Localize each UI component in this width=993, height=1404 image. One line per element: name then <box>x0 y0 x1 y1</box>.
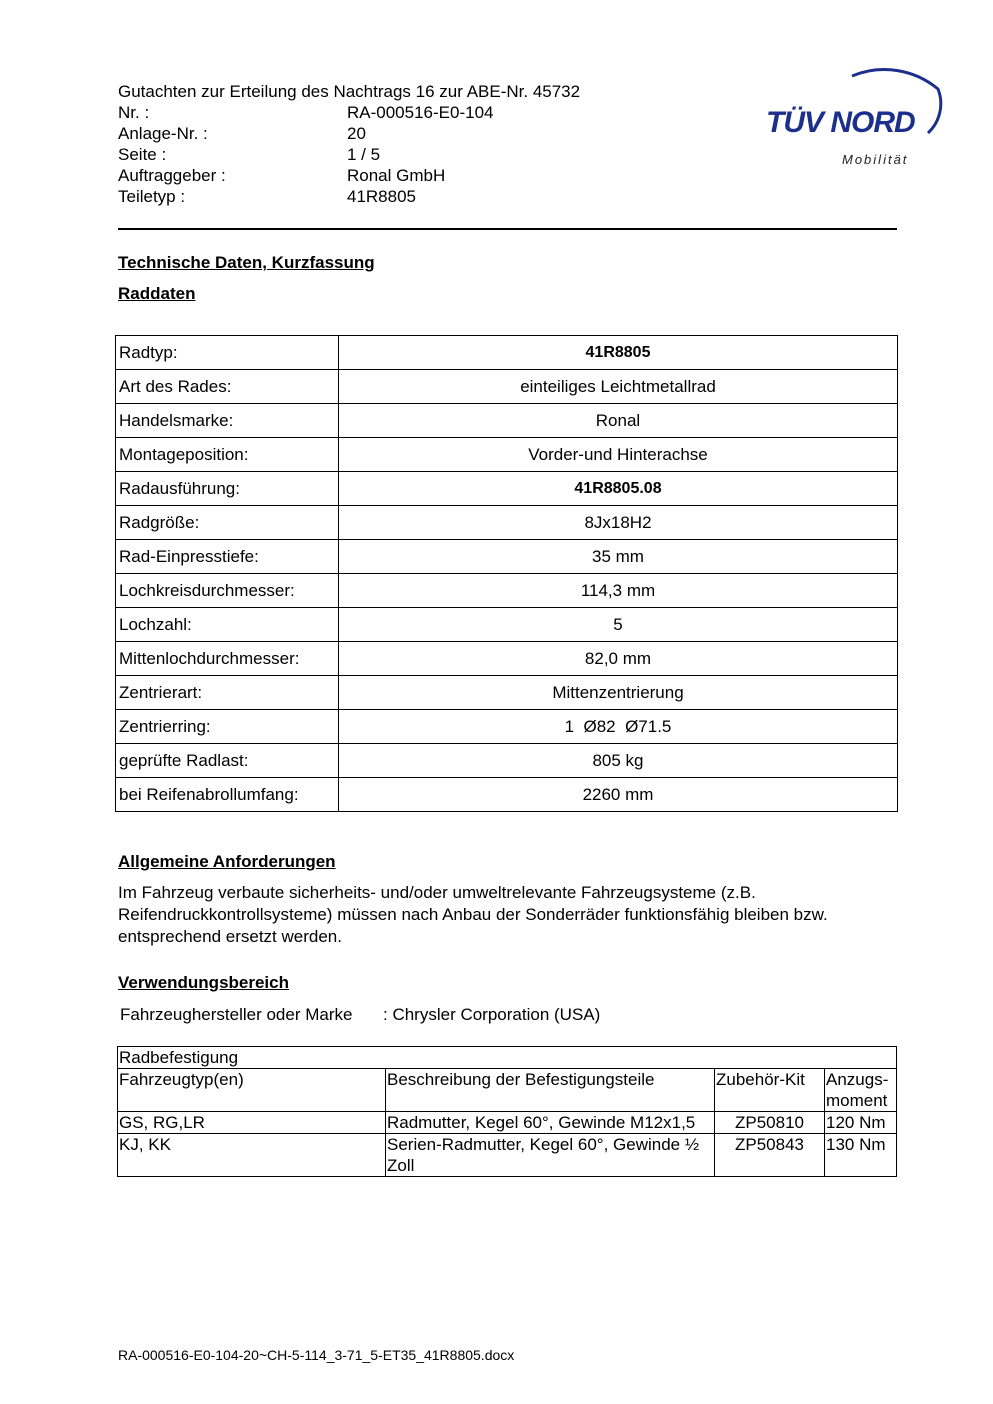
table-row <box>118 1047 897 1069</box>
row-label: bei Reifenabrollumfang: <box>116 778 339 812</box>
cell-beschreibung: Serien-Radmutter, Kegel 60°, Gewinde ½ Zoll <box>386 1134 715 1177</box>
row-label: Radausführung: <box>116 472 339 506</box>
row-label: Radtyp: <box>116 336 339 370</box>
row-value: 41R8805 <box>339 336 898 370</box>
header-row-teiletyp <box>118 186 417 207</box>
row-label: Rad-Einpresstiefe: <box>116 540 339 574</box>
column-header: Anzugs-moment <box>825 1069 897 1112</box>
row-value: 1 Ø82 Ø71.5 <box>339 710 898 744</box>
heading-raddaten: Raddaten <box>118 284 196 303</box>
header-row-nr <box>118 102 494 123</box>
row-label: Lochkreisdurchmesser: <box>116 574 339 608</box>
allgemein-text: Im Fahrzeug verbaute sicherheits- und/oder umweltrelevante Fahrzeugsysteme (z.B. Reifendruckkontrollsysteme) müssen nach Anbau der Sonderräder funktionsfähig bleiben bzw. entsprechend ersetzt werden. <box>118 883 828 946</box>
table-row <box>118 1112 897 1134</box>
header-label: Teiletyp : <box>118 187 186 206</box>
verwendung-value: : Chrysler Corporation (USA) <box>383 1005 601 1024</box>
befestigung-table <box>117 1046 897 1177</box>
header-value: RA-000516-E0-104 <box>347 103 494 122</box>
befestigung-title: Radbefestigung <box>118 1047 897 1069</box>
header-row-seite <box>118 144 381 165</box>
table-row <box>116 710 898 744</box>
table-row <box>118 1134 897 1177</box>
cell-kit: ZP50810 <box>715 1112 825 1134</box>
heading-tech: Technische Daten, Kurzfassung <box>118 253 375 272</box>
header-divider <box>118 228 897 230</box>
heading-verwendung: Verwendungsbereich <box>118 973 289 992</box>
row-value: 2260 mm <box>339 778 898 812</box>
row-value: 114,3 mm <box>339 574 898 608</box>
column-header: Fahrzeugtyp(en) <box>118 1069 386 1112</box>
row-value: Vorder-und Hinterachse <box>339 438 898 472</box>
heading-allgemein: Allgemeine Anforderungen <box>118 852 336 871</box>
cell-fahrzeugtyp: KJ, KK <box>118 1134 386 1177</box>
header-label: Seite : <box>118 145 167 164</box>
column-header: Beschreibung der Befestigungsteile <box>386 1069 715 1112</box>
table-row <box>116 438 898 472</box>
row-label: Handelsmarke: <box>116 404 339 438</box>
table-header-row <box>118 1069 897 1112</box>
logo-brand: TÜV NORD <box>766 106 915 139</box>
row-label: Art des Rades: <box>116 370 339 404</box>
row-value: Mittenzentrierung <box>339 676 898 710</box>
logo-sub: Mobilität <box>842 152 909 167</box>
row-value: 5 <box>339 608 898 642</box>
header-label: Nr. : <box>118 103 150 122</box>
row-label: Radgröße: <box>116 506 339 540</box>
table-row <box>116 778 898 812</box>
header-value: Ronal GmbH <box>347 166 446 185</box>
cell-moment: 120 Nm <box>825 1112 897 1134</box>
table-row <box>116 404 898 438</box>
row-value: 8Jx18H2 <box>339 506 898 540</box>
row-value: 41R8805.08 <box>339 472 898 506</box>
cell-fahrzeugtyp: GS, RG,LR <box>118 1112 386 1134</box>
table-row <box>116 540 898 574</box>
row-label: Montageposition: <box>116 438 339 472</box>
header-value: 20 <box>347 124 366 143</box>
row-value: 35 mm <box>339 540 898 574</box>
header-row-auftraggeber <box>118 165 446 186</box>
row-label: geprüfte Radlast: <box>116 744 339 778</box>
table-row <box>116 744 898 778</box>
cell-beschreibung: Radmutter, Kegel 60°, Gewinde M12x1,5 <box>386 1112 715 1134</box>
cell-kit: ZP50843 <box>715 1134 825 1177</box>
document-title: Gutachten zur Erteilung des Nachtrags 16 zur ABE-Nr. 45732 <box>118 82 581 101</box>
header-value: 1 / 5 <box>347 145 381 164</box>
row-label: Zentrierring: <box>116 710 339 744</box>
header-row-anlage <box>118 123 366 144</box>
header-value: 41R8805 <box>347 187 417 206</box>
verwendung-label: Fahrzeughersteller oder Marke <box>120 1005 353 1024</box>
column-header: Zubehör-Kit <box>715 1069 825 1112</box>
table-row <box>116 642 898 676</box>
raddaten-table <box>115 335 898 812</box>
row-value: einteiliges Leichtmetallrad <box>339 370 898 404</box>
header-label: Auftraggeber : <box>118 166 226 185</box>
row-value: 805 kg <box>339 744 898 778</box>
row-value: 82,0 mm <box>339 642 898 676</box>
row-label: Lochzahl: <box>116 608 339 642</box>
row-value: Ronal <box>339 404 898 438</box>
table-row <box>116 370 898 404</box>
table-row <box>116 574 898 608</box>
cell-moment: 130 Nm <box>825 1134 897 1177</box>
table-row <box>116 506 898 540</box>
header-label: Anlage-Nr. : <box>118 124 208 143</box>
table-row <box>116 608 898 642</box>
table-row <box>116 472 898 506</box>
footer-filename: RA-000516-E0-104-20~CH-5-114_3-71_5-ET35_41R8805.docx <box>118 1347 515 1363</box>
row-label: Mittenlochdurchmesser: <box>116 642 339 676</box>
table-row <box>116 336 898 370</box>
table-row <box>116 676 898 710</box>
row-label: Zentrierart: <box>116 676 339 710</box>
tuev-nord-logo <box>760 56 945 176</box>
